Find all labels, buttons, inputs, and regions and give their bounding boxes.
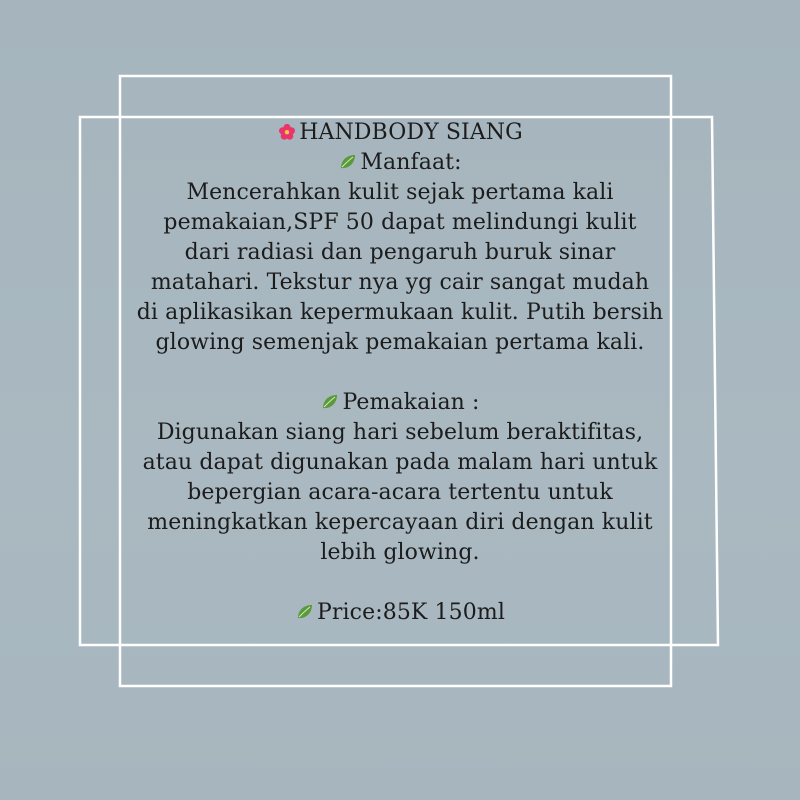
usage-line: bepergian acara-acara tertentu untuk <box>187 480 613 505</box>
usage-heading-text: Pemakaian : <box>342 390 480 415</box>
leaf-icon <box>320 392 340 412</box>
product-card <box>100 118 700 628</box>
price-text: Price:85K 150ml <box>317 600 505 625</box>
usage-line: atau dapat digunakan pada malam hari untuk <box>142 450 658 475</box>
usage-heading <box>100 388 700 418</box>
benefits-line: glowing semenjak pemakaian pertama kali. <box>155 330 645 355</box>
usage-line: lebih glowing. <box>320 540 480 565</box>
usage-line: Digunakan siang hari sebelum beraktifitas, <box>156 420 644 445</box>
benefits-heading <box>100 148 700 178</box>
product-title-text: HANDBODY SIANG <box>299 120 523 145</box>
benefits-line: matahari. Tekstur nya yg cair sangat mudah <box>150 270 650 295</box>
section-spacer <box>100 568 700 598</box>
benefits-line: pemakaian,SPF 50 dapat melindungi kulit <box>163 210 637 235</box>
hibiscus-flower-icon <box>277 122 297 142</box>
usage-line: meningkatkan kepercayaan diri dengan kulit <box>147 510 653 535</box>
benefits-line: Mencerahkan kulit sejak pertama kali <box>186 180 614 205</box>
benefits-heading-text: Manfaat: <box>360 150 462 175</box>
benefits-line: dari radiasi dan pengaruh buruk sinar <box>184 240 616 265</box>
price-line <box>100 598 700 628</box>
leaf-icon <box>338 152 358 172</box>
section-spacer <box>100 358 700 388</box>
benefits-line: di aplikasikan kepermukaan kulit. Putih bersih <box>136 300 664 325</box>
leaf-icon <box>295 602 315 622</box>
product-title <box>100 118 700 148</box>
